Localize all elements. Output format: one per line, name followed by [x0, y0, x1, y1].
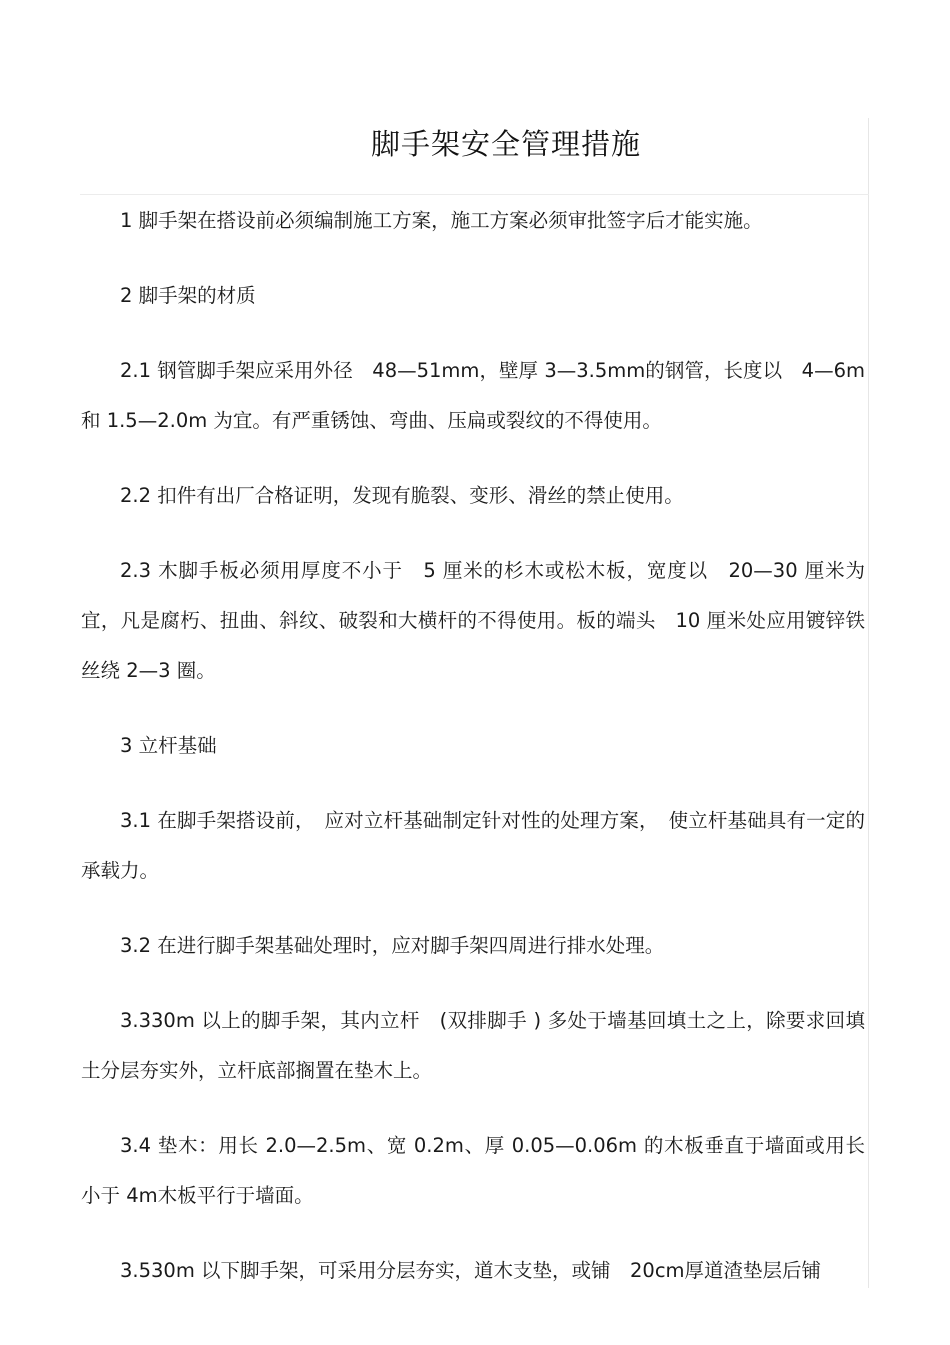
- paragraph-2-2: 2.2 扣件有出厂合格证明，发现有脆裂、变形、滑丝的禁止使用。: [120, 484, 684, 507]
- paragraph-3-1: 3.1 在脚手架搭设前， 应对立杆基础制定针对性的处理方案， 使立杆基础具有一定的承载力。: [81, 809, 865, 882]
- paragraph-3-5: 3.530m 以下脚手架，可采用分层夯实，道木支垫，或铺 20cm厚道渣垫层后铺: [120, 1259, 822, 1282]
- section-heading-2: 2 脚手架的材质: [120, 284, 256, 307]
- document-title: 脚手架安全管理措施: [370, 127, 641, 161]
- paragraph-3-3: 3.330m 以上的脚手架，其内立杆 (双排脚手 ) 多处于墙基回填土之上，除要求回填土分层夯实外，立杆底部搁置在垫木上。: [81, 1009, 865, 1082]
- paragraph-3-2: 3.2 在进行脚手架基础处理时，应对脚手架四周进行排水处理。: [120, 934, 665, 957]
- paragraph-3-4: 3.4 垫木：用长 2.0—2.5m、宽 0.2m、厚 0.05—0.06m 的木板垂直于墙面或用长小于 4m木板平行于墙面。: [81, 1134, 865, 1207]
- page-edge-divider: [868, 118, 869, 1288]
- header-divider: [80, 194, 869, 195]
- paragraph-2-3: 2.3 木脚手板必须用厚度不小于 5 厘米的杉木或松木板，宽度以 20—30 厘米为宜，凡是腐朽、扭曲、斜纹、破裂和大横杆的不得使用。板的端头 10 厘米处应用镀锌铁丝绕 2—3 圈。: [81, 559, 865, 682]
- paragraph-2-1: 2.1 钢管脚手架应采用外径 48—51mm，壁厚 3—3.5mm的钢管，长度以 4—6m 和 1.5—2.0m 为宜。有严重锈蚀、弯曲、压扁或裂纹的不得使用。: [81, 359, 865, 432]
- document-body: [81, 196, 865, 1321]
- section-heading-3: 3 立杆基础: [120, 734, 217, 757]
- paragraph-1: 1 脚手架在搭设前必须编制施工方案，施工方案必须审批签字后才能实施。: [120, 209, 763, 232]
